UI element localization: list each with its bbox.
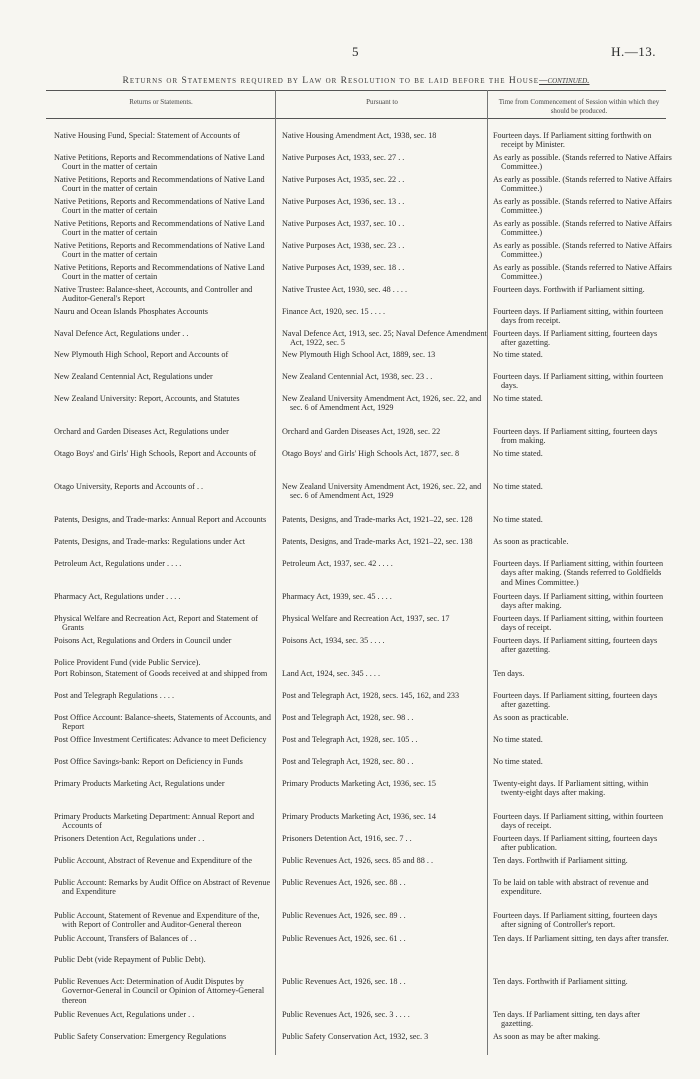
pursuant-cell: Otago Boys' and Girls' High Schools Act, 1877, sec. 8 [282,449,460,458]
time-cell: Twenty-eight days. If Parliament sitting, within twenty-eight days after making. [493,779,649,798]
return-cell: Orchard and Garden Diseases Act, Regulations under [54,427,229,436]
pursuant-cell: Native Housing Amendment Act, 1938, sec. 18 [282,131,437,140]
time-cell: Ten days. If Parliament sitting, ten days after transfer. [493,934,669,943]
return-cell: Pharmacy Act, Regulations under . . . . [54,592,181,601]
time-cell: No time stated. [493,757,543,766]
pursuant-cell: Pharmacy Act, 1939, sec. 45 . . . . [282,592,392,601]
return-cell: Native Petitions, Reports and Recommendations of Native Land Court in the matter of certain [54,175,265,194]
return-cell: Prisoners Detention Act, Regulations under . . [54,834,205,843]
pursuant-cell: Public Revenues Act, 1926, sec. 61 . . [282,934,406,943]
pursuant-cell: Native Trustee Act, 1930, sec. 48 . . . . [282,285,408,294]
time-cell: Fourteen days. If Parliament sitting, within fourteen days after making. [493,592,664,611]
return-cell: Public Account, Abstract of Revenue and Expenditure of the [54,856,253,865]
pursuant-cell: Post and Telegraph Act, 1928, sec. 105 . . [282,735,418,744]
time-cell: Ten days. If Parliament sitting, ten days after gazetting. [493,1010,640,1029]
return-cell: Public Safety Conservation: Emergency Regulations [54,1032,227,1041]
time-cell: No time stated. [493,482,543,491]
return-cell: Post Office Account: Balance-sheets, Statements of Accounts, and Report [54,713,271,732]
return-cell: Post and Telegraph Regulations . . . . [54,691,175,700]
return-cell: Public Revenues Act: Determination of Audit Disputes by Governor-General in Council or Opinion of Attorney-General thereon [54,977,265,1005]
pursuant-cell: Native Purposes Act, 1936, sec. 13 . . [282,197,405,206]
time-cell: As early as possible. (Stands referred to Native Affairs Committee.) [493,153,672,172]
return-cell: Public Account, Transfers of Balances of . . [54,934,197,943]
return-cell: Patents, Designs, and Trade-marks: Regulations under Act [54,537,246,546]
time-cell: Fourteen days. If Parliament sitting, fourteen days after gazetting. [493,329,658,348]
return-cell: New Plymouth High School, Report and Accounts of [54,350,229,359]
pursuant-cell: Naval Defence Act, 1913, sec. 25; Naval Defence Amendment Act, 1922, sec. 5 [282,329,487,348]
pursuant-cell: Poisons Act, 1934, sec. 35 . . . . [282,636,385,645]
pursuant-cell: Land Act, 1924, sec. 345 . . . . [282,669,381,678]
time-cell: Fourteen days. If Parliament sitting, fourteen days after publication. [493,834,658,853]
return-cell: Native Petitions, Reports and Recommendations of Native Land Court in the matter of certain [54,153,265,172]
pursuant-cell: Public Revenues Act, 1926, sec. 3 . . . . [282,1010,410,1019]
pursuant-cell: Physical Welfare and Recreation Act, 1937, sec. 17 [282,614,450,623]
time-cell: As early as possible. (Stands referred to Native Affairs Committee.) [493,241,672,260]
header-rule [46,118,666,119]
time-cell: No time stated. [493,350,543,359]
time-cell: Fourteen days. If Parliament sitting, within fourteen days. [493,372,664,391]
pursuant-cell: Patents, Designs, and Trade-marks Act, 1921–22, sec. 138 [282,537,473,546]
return-cell: Public Account: Remarks by Audit Office on Abstract of Revenue and Expenditure [54,878,271,897]
time-cell: As early as possible. (Stands referred to Native Affairs Committee.) [493,197,672,216]
title-text: Returns or Statements required by Law or Resolution to be laid before the House [122,76,539,86]
time-cell: As early as possible. (Stands referred to Native Affairs Committee.) [493,219,672,238]
time-cell: Fourteen days. If Parliament sitting forthwith on receipt by Minister. [493,131,652,150]
time-cell: Fourteen days. Forthwith if Parliament sitting. [493,285,645,294]
return-cell: Petroleum Act, Regulations under . . . . [54,559,182,568]
pursuant-cell: Finance Act, 1920, sec. 15 . . . . [282,307,386,316]
return-cell: Otago Boys' and Girls' High Schools, Report and Accounts of [54,449,257,458]
pursuant-cell: Native Purposes Act, 1935, sec. 22 . . [282,175,405,184]
pursuant-cell: Primary Products Marketing Act, 1936, sec. 14 [282,812,436,821]
pursuant-cell: Prisoners Detention Act, 1916, sec. 7 . . [282,834,412,843]
return-cell: Otago University, Reports and Accounts of . . [54,482,204,491]
time-cell: No time stated. [493,449,543,458]
return-cell: Post Office Savings-bank: Report on Deficiency in Funds [54,757,243,766]
pursuant-cell: Post and Telegraph Act, 1928, secs. 145, 162, and 233 [282,691,460,700]
return-cell: Naval Defence Act, Regulations under . . [54,329,189,338]
pursuant-cell: Native Purposes Act, 1939, sec. 18 . . [282,263,405,272]
table-title [46,76,666,86]
pursuant-cell: Petroleum Act, 1937, sec. 42 . . . . [282,559,393,568]
time-cell: Fourteen days. If Parliament sitting, within fourteen days from receipt. [493,307,664,326]
page-number: 5 [352,44,359,59]
time-cell: To be laid on table with abstract of revenue and expenditure. [493,878,649,897]
pursuant-cell: Post and Telegraph Act, 1928, sec. 80 . . [282,757,414,766]
time-cell: Fourteen days. If Parliament sitting, within fourteen days of receipt. [493,614,664,633]
return-cell: Post Office Investment Certificates: Advance to meet Deficiency [54,735,267,744]
time-cell: As early as possible. (Stands referred to Native Affairs Committee.) [493,263,672,282]
pursuant-cell: Public Revenues Act, 1926, sec. 18 . . [282,977,406,986]
title-continued: —continued. [539,76,590,86]
return-cell: Port Robinson, Statement of Goods received at and shipped from [54,669,268,678]
return-cell: Public Revenues Act, Regulations under . . [54,1010,195,1019]
column-header-pursuant: Pursuant to [366,98,398,106]
pursuant-cell: Native Purposes Act, 1938, sec. 23 . . [282,241,405,250]
pursuant-cell: Patents, Designs, and Trade-marks Act, 1921–22, sec. 128 [282,515,473,524]
time-cell: Fourteen days. If Parliament sitting, fourteen days after gazetting. [493,691,658,710]
pursuant-cell: Native Purposes Act, 1937, sec. 10 . . [282,219,405,228]
return-cell: Patents, Designs, and Trade-marks: Annual Report and Accounts [54,515,267,524]
pursuant-cell: Post and Telegraph Act, 1928, sec. 98 . . [282,713,414,722]
time-cell: Fourteen days. If Parliament sitting, within fourteen days of receipt. [493,812,664,831]
paper-reference: H.—13. [611,44,656,59]
return-cell: Native Petitions, Reports and Recommendations of Native Land Court in the matter of certain [54,241,265,260]
time-cell: As soon as practicable. [493,713,569,722]
return-cell: Native Housing Fund, Special: Statement of Accounts of [54,131,241,140]
return-cell: Poisons Act, Regulations and Orders in Council under [54,636,232,645]
time-cell: As soon as may be after making. [493,1032,601,1041]
pursuant-cell: Native Purposes Act, 1933, sec. 27 . . [282,153,405,162]
time-cell: Fourteen days. If Parliament sitting, fourteen days from making. [493,427,658,446]
pursuant-cell: Public Revenues Act, 1926, secs. 85 and 88 . . [282,856,433,865]
pursuant-cell: Primary Products Marketing Act, 1936, sec. 15 [282,779,436,788]
time-cell: As soon as practicable. [493,537,569,546]
time-cell: No time stated. [493,735,543,744]
pursuant-cell: Public Revenues Act, 1926, sec. 88 . . [282,878,406,887]
time-cell: No time stated. [493,515,543,524]
pursuant-cell: New Plymouth High School Act, 1889, sec. 13 [282,350,436,359]
time-cell: Fourteen days. If Parliament sitting, fourteen days after signing of Controller's report. [493,911,658,930]
return-cell: Police Provident Fund (vide Public Service). [54,658,201,667]
column-header-returns: Returns or Statements. [129,98,193,106]
return-cell: New Zealand Centennial Act, Regulations under [54,372,213,381]
time-cell: Fourteen days. If Parliament sitting, within fourteen days after making. (Stands referred to Goldfields and Mines Committee.) [493,559,664,587]
top-rule [46,90,666,91]
time-cell: Fourteen days. If Parliament sitting, fourteen days after gazetting. [493,636,658,655]
pursuant-cell: Public Revenues Act, 1926, sec. 89 . . [282,911,406,920]
return-cell: Native Petitions, Reports and Recommendations of Native Land Court in the matter of certain [54,219,265,238]
column-header-time: Time from Commencement of Session within which they should be produced. [498,98,660,115]
pursuant-cell: New Zealand University Amendment Act, 1926, sec. 22, and sec. 6 of Amendment Act, 1929 [282,394,482,413]
return-cell: Native Petitions, Reports and Recommendations of Native Land Court in the matter of certain [54,197,265,216]
return-cell: Public Debt (vide Repayment of Public Debt). [54,955,206,964]
pursuant-cell: New Zealand Centennial Act, 1938, sec. 23 . . [282,372,433,381]
time-cell: As early as possible. (Stands referred to Native Affairs Committee.) [493,175,672,194]
return-cell: Native Trustee: Balance-sheet, Accounts, and Controller and Auditor-General's Report [54,285,253,304]
time-cell: No time stated. [493,394,543,403]
time-cell: Ten days. [493,669,525,678]
return-cell: Nauru and Ocean Islands Phosphates Accounts [54,307,208,316]
pursuant-cell: Orchard and Garden Diseases Act, 1928, sec. 22 [282,427,441,436]
return-cell: Physical Welfare and Recreation Act, Report and Statement of Grants [54,614,259,633]
pursuant-cell: New Zealand University Amendment Act, 1926, sec. 22, and sec. 6 of Amendment Act, 1929 [282,482,482,501]
return-cell: Native Petitions, Reports and Recommendations of Native Land Court in the matter of certain [54,263,265,282]
time-cell: Ten days. Forthwith if Parliament sitting. [493,977,628,986]
pursuant-cell: Public Safety Conservation Act, 1932, sec. 3 [282,1032,429,1041]
time-cell: Ten days. Forthwith if Parliament sitting. [493,856,628,865]
return-cell: New Zealand University: Report, Accounts, and Statutes [54,394,240,403]
return-cell: Primary Products Marketing Department: Annual Report and Accounts of [54,812,255,831]
return-cell: Primary Products Marketing Act, Regulations under [54,779,225,788]
return-cell: Public Account, Statement of Revenue and Expenditure of the, with Report of Controller and Auditor-General thereon [54,911,260,930]
